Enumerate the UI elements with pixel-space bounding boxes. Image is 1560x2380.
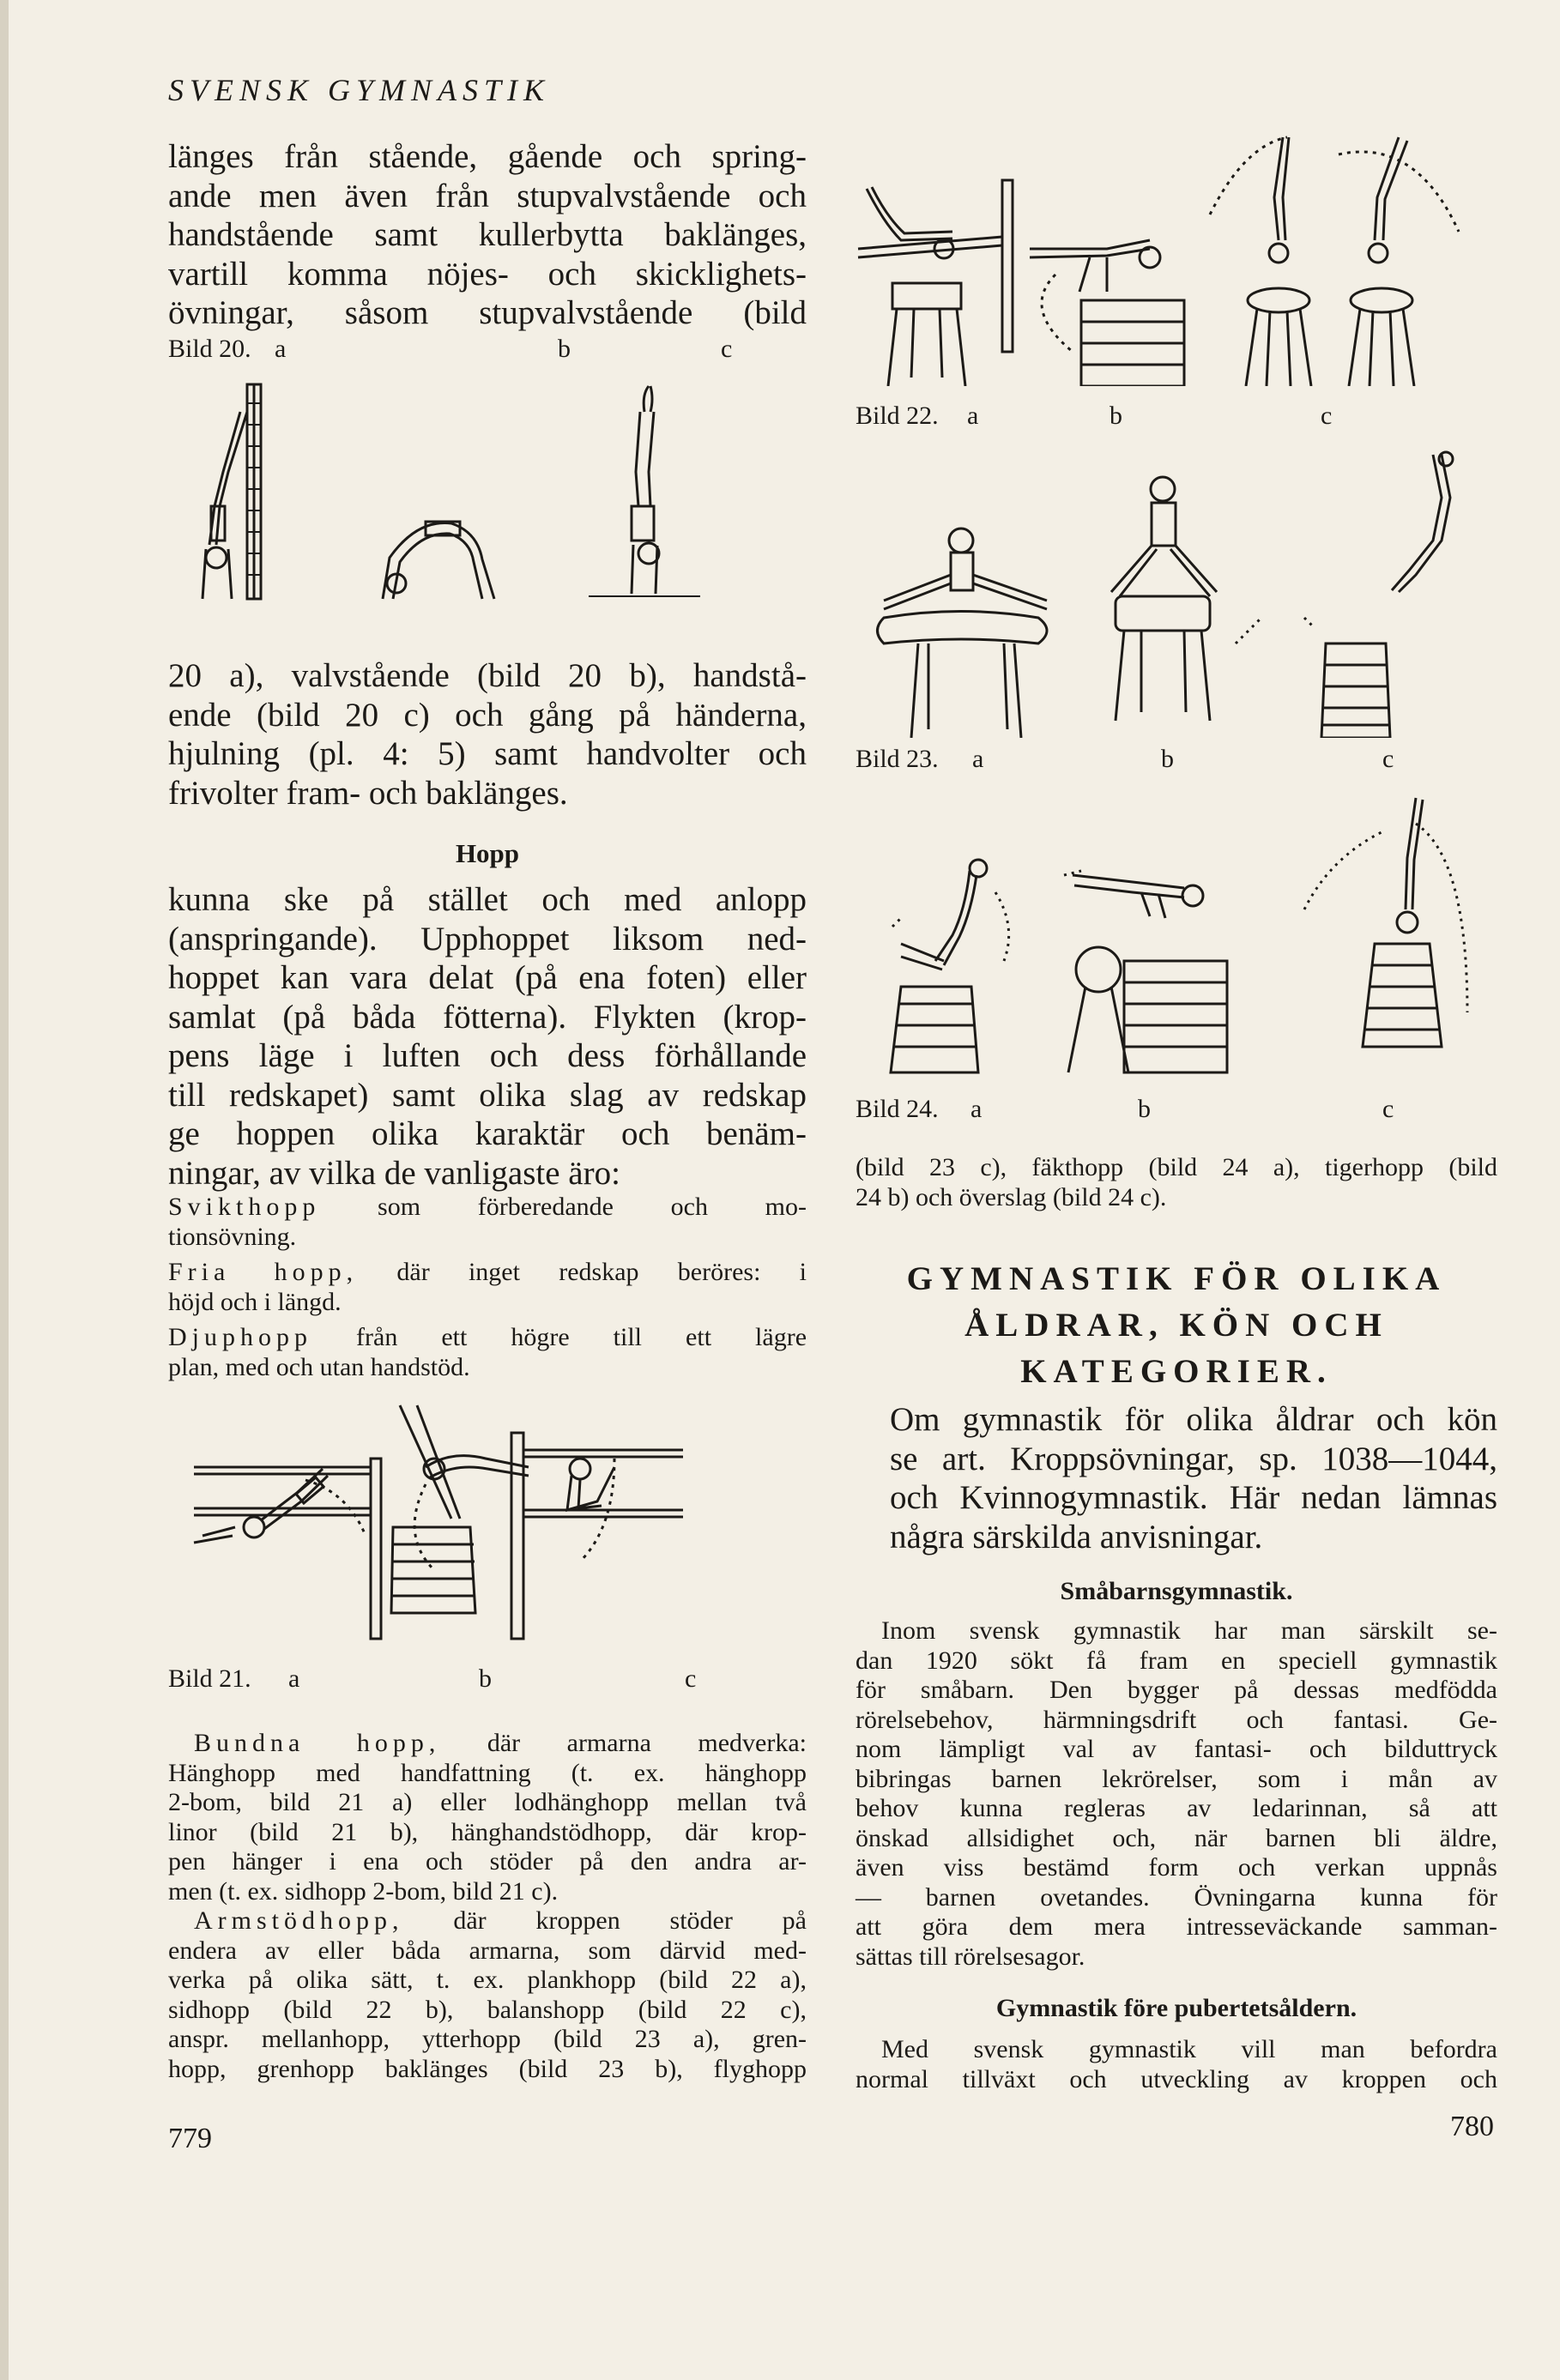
text-line: 2-bom, bild 21 a) eller lodhänghopp mellan två xyxy=(168,1788,807,1816)
text-line: — barnen ovetandes. Övningarna kunna för xyxy=(856,1882,1497,1912)
definition-line: tionsövning. xyxy=(168,1222,297,1251)
text-line: Inom svensk gymnastik har man särskilt se- xyxy=(881,1616,1497,1645)
text-line: sidhopp (bild 22 b), balanshopp (bild 22 c), xyxy=(168,1995,807,2024)
text-line: ande men även från stupvalvstående och xyxy=(168,177,807,214)
definition-line xyxy=(168,1193,807,1223)
fig24-caption xyxy=(856,1095,1394,1124)
figure-sub-c: c xyxy=(721,335,733,363)
definition-text: från ett högre till ett lägre xyxy=(356,1323,807,1351)
gymnast-figure-icon xyxy=(884,529,1047,609)
text-line: 20 a), valvstående (bild 20 b), handstå- xyxy=(168,657,807,694)
smabarn-paragraph xyxy=(856,1616,1497,1972)
page-number-left: 779 xyxy=(168,2123,212,2154)
fig21-caption xyxy=(168,1664,696,1694)
text-line: ningar, av vilka de vanligaste äro: xyxy=(168,1154,620,1192)
gymnast-figure-icon xyxy=(632,386,659,594)
continuation-paragraph xyxy=(856,1153,1497,1212)
figure-sub-b: b xyxy=(1110,402,1122,430)
figure-label: Bild 20. xyxy=(168,335,251,363)
text-line: kunna ske på stället och med anlopp xyxy=(168,881,807,918)
gymnast-figure-icon xyxy=(383,522,494,599)
figure-label: Bild 24. xyxy=(856,1095,939,1123)
term: Djuphopp xyxy=(168,1323,312,1351)
figure-label: Bild 21. xyxy=(168,1664,251,1693)
figure-sub-b: b xyxy=(1138,1095,1151,1123)
gymnast-figure-icon xyxy=(1369,137,1407,263)
definition-text: där inget redskap beröres: i xyxy=(396,1258,807,1286)
fig22-illustration xyxy=(850,129,1502,386)
text-line: hjulning (pl. 4: 5) samt handvolter och xyxy=(168,735,807,772)
definition-line xyxy=(168,1258,807,1288)
figure-sub-c: c xyxy=(1321,402,1333,430)
section-title-line: KATEGORIER. xyxy=(1020,1353,1333,1390)
text-line: men (t. ex. sidhopp 2-bom, bild 21 c). xyxy=(168,1876,559,1906)
text-line: 24 b) och överslag (bild 24 c). xyxy=(856,1182,1167,1211)
fig20-svg xyxy=(168,378,803,609)
term: Armstödhopp, xyxy=(194,1906,404,1935)
figure-sub-a: a xyxy=(288,1664,300,1693)
figure-sub-c: c xyxy=(1382,745,1394,773)
text-line: önskad allsidighet och, när barnen bli äldre, xyxy=(856,1823,1497,1852)
text-line: Med svensk gymnastik vill man befordra xyxy=(881,2035,1497,2063)
text-line: verka på olika sätt, t. ex. plankhopp (bild 22 a), xyxy=(168,1966,807,1994)
text-line: (bild 23 c), fäkthopp (bild 24 a), tigerhopp (bild xyxy=(856,1153,1497,1181)
figure-label: Bild 22. xyxy=(856,402,939,430)
text-line: sättas till rörelsesagor. xyxy=(856,1942,1085,1971)
text-line: några särskilda anvisningar. xyxy=(890,1518,1263,1555)
figure-sub-a: a xyxy=(970,1095,983,1123)
fig21-svg xyxy=(168,1398,803,1647)
text-line: hoppet kan vara delat (på ena foten) eller xyxy=(168,959,807,996)
term: Svikthopp xyxy=(168,1193,321,1221)
text-line: bibringas barnen lekrörelser, som i mån av xyxy=(856,1764,1497,1793)
gymnast-figure-icon xyxy=(203,412,247,599)
intro-paragraph xyxy=(168,137,807,333)
text-line: och Kvinnogymnastik. Här nedan lämnas xyxy=(890,1479,1497,1516)
figure-label: Bild 23. xyxy=(856,745,939,773)
text-line: se art. Kroppsövningar, sp. 1038—1044, xyxy=(890,1440,1497,1477)
text-line: anspr. mellanhopp, ytterhopp (bild 23 a), gren- xyxy=(168,2025,807,2053)
text-line: Hänghopp med handfattning (t. ex. hänghopp xyxy=(168,1758,807,1787)
text-line: frivolter fram- och baklänges. xyxy=(168,774,568,812)
definition-text: som förberedande och mo- xyxy=(378,1193,807,1221)
text-line: att göra dem mera intresseväckande samman- xyxy=(856,1912,1497,1941)
section-title-line: ÅLDRAR, KÖN OCH xyxy=(964,1307,1388,1344)
text-line: ge hoppen olika karaktär och benäm- xyxy=(168,1115,807,1152)
text-line: linor (bild 21 b), hänghandstödhopp, där krop- xyxy=(168,1817,807,1846)
gymnast-figure-icon xyxy=(901,860,987,970)
text-line: ende (bild 20 c) och gång på händerna, xyxy=(168,696,807,734)
text-line: Om gymnastik för olika åldrar och kön xyxy=(890,1401,1497,1438)
text-line: nom lämpligt val av fantasi- och bilduttryck xyxy=(856,1735,1497,1763)
text-line: pen hänger i ena och stöder på den andra ar- xyxy=(168,1847,807,1876)
definition-text: där kroppen stöder på xyxy=(453,1906,807,1935)
text-line: pens läge i luften och dess förhållande xyxy=(168,1037,807,1074)
fig23-svg xyxy=(850,446,1502,738)
gymnast-figure-icon xyxy=(567,1459,614,1510)
fig24-illustration xyxy=(850,789,1502,1081)
gymnast-figure-icon xyxy=(1392,452,1453,592)
figure-sub-c: c xyxy=(685,1664,697,1693)
figure-sub-b: b xyxy=(1161,745,1174,773)
term: Fria hopp, xyxy=(168,1258,359,1286)
text-line: samlat (på båda fötterna). Flykten (krop- xyxy=(168,998,807,1036)
figure-sub-b: b xyxy=(558,335,571,363)
figure-sub-a: a xyxy=(967,402,979,430)
hopp-heading: Hopp xyxy=(455,838,520,868)
text-line: för småbarn. Den bygger på dessas medfödda xyxy=(856,1676,1497,1704)
fig23-caption xyxy=(856,745,1394,774)
fig20-caption xyxy=(168,335,732,364)
fig23-illustration xyxy=(850,446,1502,738)
fig24-svg xyxy=(850,789,1502,1081)
text-line: handstående samt kullerbytta baklänges, xyxy=(168,216,807,253)
definition-line xyxy=(168,1323,807,1353)
figure-sub-b: b xyxy=(479,1664,492,1693)
text-line: även viss bestämd form och verkan uppnås xyxy=(856,1853,1497,1882)
definition-line xyxy=(168,1906,807,1936)
bundna-paragraph xyxy=(168,1729,807,2084)
text-line: endera av eller båda armarna, som därvid med- xyxy=(168,1936,807,1965)
definition-text: där armarna medverka: xyxy=(487,1729,807,1757)
term: Bundna hopp, xyxy=(194,1729,441,1757)
text-line: rörelsebehov, härmningsdrift och fantasi. Ge- xyxy=(856,1705,1497,1734)
text-line: länges från stående, gående och spring- xyxy=(168,138,807,175)
fig22-caption xyxy=(856,402,1332,431)
smabarn-heading: Småbarnsgymnastik. xyxy=(1060,1577,1293,1605)
text-line: till redskapet) samt olika slag av redskap xyxy=(168,1076,807,1114)
figure-sub-c: c xyxy=(1382,1095,1394,1123)
text-line: behov kunna regleras av ledarinnan, så att xyxy=(856,1794,1497,1822)
text-line: normal tillväxt och utveckling av kroppen och xyxy=(856,2064,1497,2093)
text-line: hopp, grenhopp baklänges (bild 23 b), flyghopp xyxy=(168,2054,807,2083)
fig21-illustration xyxy=(168,1398,803,1647)
gymnast-figure-icon xyxy=(1073,875,1203,918)
gymnast-figure-icon xyxy=(1269,137,1289,263)
pubertet-heading: Gymnastik före pubertetsåldern. xyxy=(995,1994,1357,2022)
fig22-svg xyxy=(850,129,1502,386)
page-edge xyxy=(0,0,9,2380)
figure-sub-a: a xyxy=(275,335,287,363)
page-number-right: 780 xyxy=(1450,2111,1494,2142)
figure-sub-a: a xyxy=(972,745,984,773)
definition-line: plan, med och utan handstöd. xyxy=(168,1352,470,1381)
definition-line xyxy=(168,1729,807,1759)
after20-paragraph xyxy=(168,656,807,812)
definition-line: höjd och i längd. xyxy=(168,1287,342,1316)
pubertet-paragraph xyxy=(856,2035,1497,2094)
text-line: vartill komma nöjes- och skicklighets- xyxy=(168,255,807,293)
text-line: (anspringande). Upphoppet liksom ned- xyxy=(168,920,807,957)
hopp-types xyxy=(168,1193,807,1382)
gymnast-figure-icon xyxy=(1111,477,1217,596)
hopp-paragraph xyxy=(168,880,807,1193)
section-title xyxy=(856,1256,1497,1395)
fig20-illustration xyxy=(168,378,803,609)
text-line: övningar, såsom stupvalvstående (bild xyxy=(168,294,807,331)
running-header: SVENSK GYMNASTIK xyxy=(168,73,551,107)
section-title-line: GYMNASTIK FÖR OLIKA xyxy=(906,1260,1447,1297)
gymnast-figure-icon xyxy=(1397,798,1423,933)
section-intro xyxy=(890,1400,1497,1556)
text-line: dan 1920 sökt få fram en speciell gymnastik xyxy=(856,1646,1497,1675)
